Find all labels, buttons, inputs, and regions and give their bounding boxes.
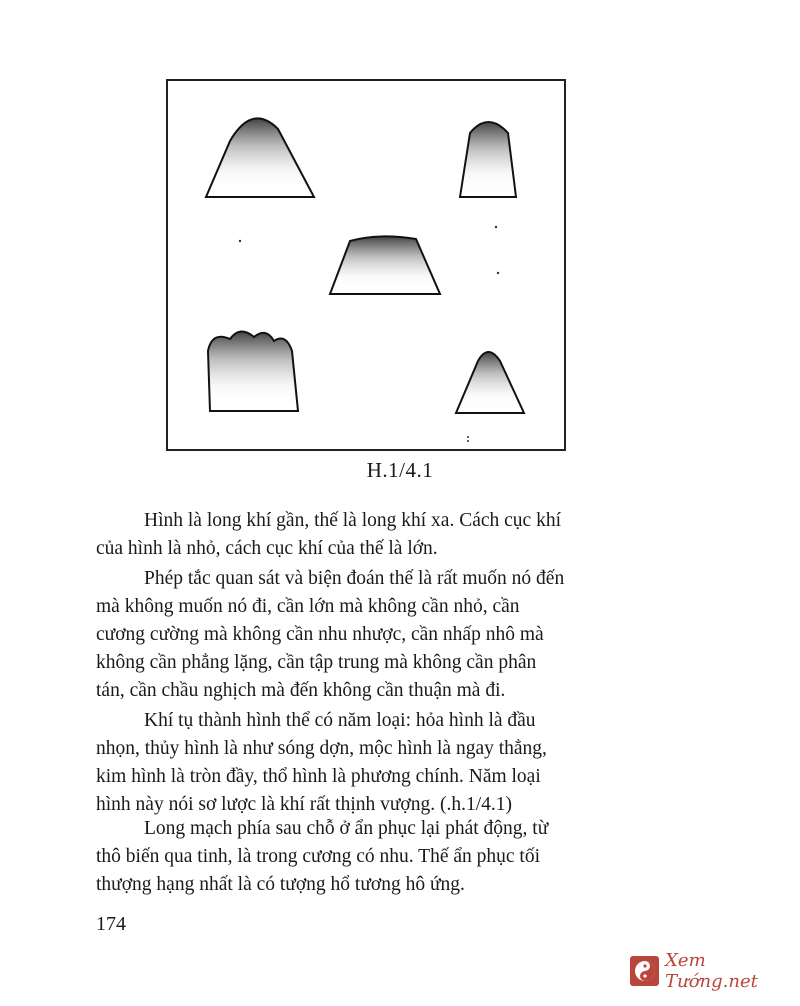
figure-drawing (168, 81, 564, 449)
text-line: của hình là nhỏ, cách cục khí của thế là lớn. (96, 538, 438, 559)
watermark (630, 950, 800, 992)
wavy-top-mountain (208, 331, 298, 411)
flat-top-mountain (330, 236, 440, 294)
text-line: không cần phẳng lặng, cần tập trung mà không cần phân (96, 652, 537, 673)
narrow-tall-mountain (460, 122, 516, 197)
text-line: tán, cần chầu nghịch mà đến không cần thuận mà đi. (96, 680, 506, 701)
text-line: Khí tụ thành hình thể có năm loại: hỏa hình là đầu (144, 710, 536, 731)
paragraph-3 (96, 707, 648, 819)
text-line: Hình là long khí gần, thế là long khí xa. Cách cục khí (144, 510, 561, 531)
text-line: hình này nói sơ lược là khí rất thịnh vượng. (.h.1/4.1) (96, 794, 513, 815)
figure-frame (166, 79, 566, 451)
yin-yang-icon (630, 956, 659, 986)
paragraph-2 (96, 565, 648, 705)
pointed-peak-mountain (456, 352, 524, 413)
text-line: mà không muốn nó đi, cần lớn mà không cần nhỏ, cần (96, 596, 520, 617)
text-line: thượng hạng nhất là có tượng hổ tương hô ứng. (96, 874, 465, 895)
watermark-text: Xem Tướng.net (665, 950, 758, 992)
round-peak-mountain (206, 118, 314, 197)
page-number: 174 (96, 913, 126, 935)
text-line: kim hình là tròn đầy, thổ hình là phương chính. Năm loại (96, 766, 541, 787)
text-line: cương cường mà không cần nhu nhược, cần nhấp nhô mà (96, 624, 544, 645)
text-line: Phép tắc quan sát và biện đoán thế là rất muốn nó đến (144, 568, 565, 589)
text-line: Long mạch phía sau chỗ ở ẩn phục lại phát động, từ (144, 818, 549, 839)
paragraph-4 (96, 815, 648, 899)
text-line: thô biến qua tinh, là trong cương có nhu. Thế ẩn phục tối (96, 846, 541, 867)
paragraph-1 (96, 507, 648, 563)
figure-caption: H.1/4.1 (366, 458, 434, 482)
text-line: nhọn, thủy hình là như sóng dợn, mộc hình là ngay thẳng, (96, 738, 547, 759)
